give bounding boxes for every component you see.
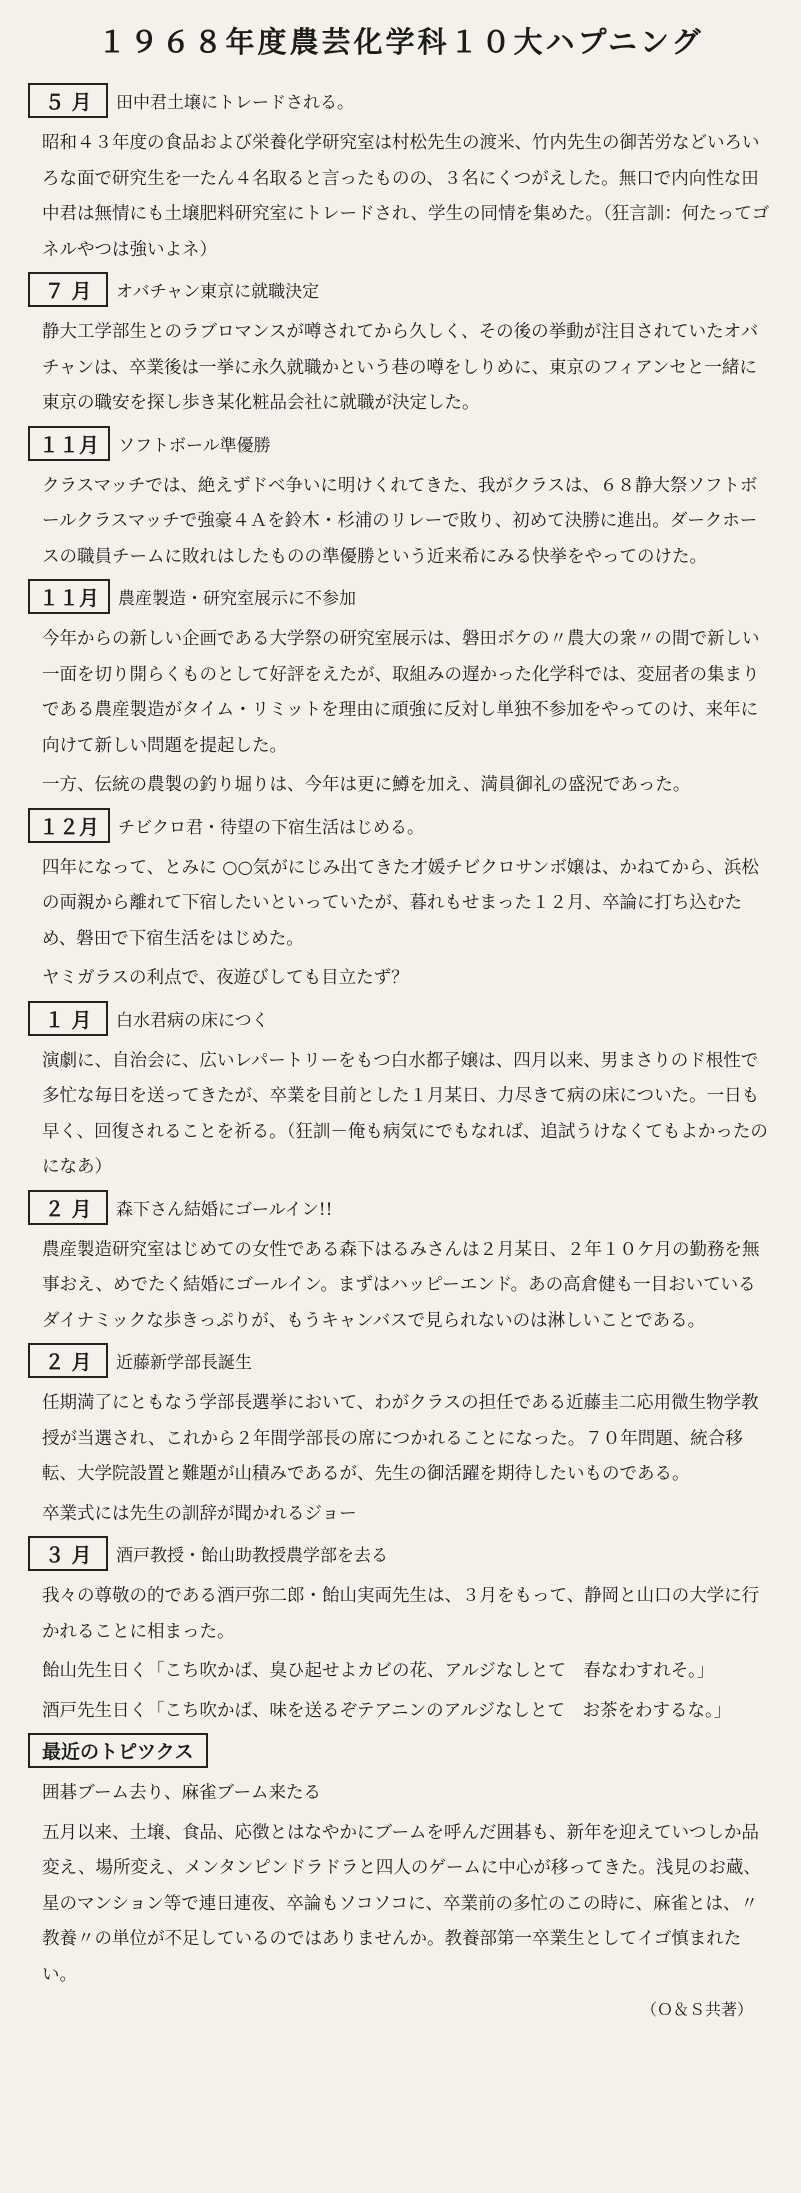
happening-section [28, 272, 773, 422]
section-header [28, 272, 773, 307]
section-paragraph: 演劇に、自治会に、広いレパートリーをもつ白水都子嬢は、四月以来、男まさりのド根性で多忙な毎日を送ってきたが、卒業を目前とした１月某日、力尽きて病の床についた。一日も早く、回復されることを祈る。（狂訓－俺も病気にでもなれば、追試うけなくてもよかったのになあ） [42, 1050, 768, 1177]
section-title: 森下さん結婚にゴールイン!! [116, 1199, 333, 1220]
section-title: 田中君土壌にトレードされる。 [116, 93, 354, 113]
month-badge: ３ 月 [28, 1536, 108, 1571]
happening-section [28, 1190, 773, 1340]
month-badge: １ 月 [28, 1001, 108, 1036]
section-paragraph: 静大工学部生とのラブロマンスが噂されてから久しく、その後の挙動が注目されていたオバチャンは、卒業後は一挙に永久就職かという巷の噂をしりめに、東京のフィアンセと一緒に東京の職安を探し歩き某化粧品会社に就職が決定した。 [42, 322, 759, 413]
section-header [28, 426, 773, 461]
section-header [28, 579, 773, 614]
section-header [28, 83, 773, 118]
section-header [28, 1343, 773, 1378]
happening-section [28, 426, 773, 576]
section-title: チビクロ君・待望の下宿生活はじめる。 [118, 817, 424, 838]
topics-header [28, 1733, 773, 1768]
happening-section [28, 808, 773, 997]
section-header [28, 1001, 773, 1036]
happening-section [28, 579, 773, 804]
happening-section [28, 83, 773, 268]
section-paragraph: クラスマッチでは、絶えずドベ争いに明けくれてきた、我がクラスは、６８静大祭ソフトボールクラスマッチで強豪４Ａを鈴木・杉浦のリレーで敗り、初めて決勝に進出。ダークホースの職員チームに敗れはしたものの準優勝という近来希にみる快挙をやってのけた。 [42, 475, 758, 567]
month-badge: ２ 月 [28, 1343, 108, 1378]
section-title: ソフトボール準優勝 [118, 435, 271, 456]
section-paragraph: 農産製造研究室はじめての女性である森下はるみさんは２月某日、２年１０ケ月の勤務を無事おえ、めでたく結婚にゴールイン。まずはハッピーエンド。あの高倉健も一目おいているダイナミックな歩きっぷりが、もうキャンバスで見られないのは淋しいことである。 [42, 1239, 760, 1331]
happening-section [28, 1536, 773, 1729]
section-paragraph: 酒戸先生日く「こち吹かば、味を送るぞテアニンのアルジなしとて お茶をわするな。」 [42, 1700, 732, 1721]
month-badge: ５ 月 [28, 83, 108, 118]
happening-section [28, 1343, 773, 1532]
section-title: オバチャン東京に就職決定 [116, 282, 320, 302]
topics-badge: 最近のトピツクス [28, 1733, 208, 1768]
section-paragraph: 昭和４３年度の食品および栄養化学研究室は村松先生の渡米、竹内先生の御苦労などいろいろな面で研究生を一たん４名取ると言ったものの、３名にくつがえした。無口で内向性な田中君は無情にも土壌肥料研究室にトレードされ、学生の同情を集めた。（狂言訓：何たってゴネルやつは強いよネ） [42, 133, 770, 260]
section-paragraph: ヤミガラスの利点で、夜遊びしても目立たず？ [42, 968, 409, 988]
month-badge: ７ 月 [28, 272, 108, 307]
section-paragraph: 我々の尊敬の的である酒戸弥二郎・飴山実両先生は、３月をもって、静岡と山口の大学に行かれることに相まった。 [42, 1586, 760, 1642]
section-paragraph: 四年になって、とみに ○○気がにじみ出てきた才媛チビクロサンボ嬢は、かねてから、浜松の両親から離れて下宿したいといっていたが、暮れもせまった１２月、卒論に打ち込むため、磐田で下宿生活をはじめた。 [42, 857, 759, 949]
section-header [28, 1190, 773, 1225]
section-paragraph: 飴山先生日く「こち吹かば、臭ひ起せよカビの花、アルジなしとて 春なわすれそ。」 [42, 1661, 715, 1681]
section-title: 酒戸教授・飴山助教授農学部を去る [116, 1546, 388, 1566]
section-paragraph: 卒業式には先生の訓辞が聞かれるジョー [42, 1503, 357, 1524]
topics-paragraph: 五月以来、土壌、食品、応徴とはなやかにブームを呼んだ囲碁も、新年を迎えていつしか品変え、場所変え、メンタンピンドラドラと四人のゲームに中心が移ってきた。浅見のお蔵、星のマンション等で連日連夜、卒論もソコソコに、卒業前の多忙のこの時に、麻雀とは、〃教養〃の単位が不足しているのではありませんか。教養部第一卒業生としてイゴ慎まれたい。 [42, 1822, 761, 1985]
happening-section [28, 1001, 773, 1186]
section-paragraph: 一方、伝統の農製の釣り堀りは、今年は更に鱒を加え、満員御礼の盛況であった。 [42, 775, 691, 795]
topics-section [28, 1733, 773, 2020]
signature: （Ｏ＆Ｓ共著） [640, 2000, 753, 2019]
section-header [28, 1536, 773, 1571]
section-header [28, 808, 773, 843]
document-title: １９６８年度農芸化学科１０大ハプニング [97, 25, 704, 59]
happening-list [28, 83, 773, 1729]
month-badge: ２ 月 [28, 1190, 108, 1225]
section-paragraph: 今年からの新しい企画である大学祭の研究室展示は、磐田ボケの〃農大の衆〃の間で新しい一面を切り開らくものとして好評をえたが、取組みの遅かった化学科では、変屈者の集まりである農産製造がタイム・リミットを理由に頑強に反対し単独不参加をやってのけ、来年に向けて新しい問題を提起した。 [42, 629, 760, 756]
section-title: 白水君病の床につく [116, 1010, 269, 1031]
section-title: 農産製造・研究室展示に不参加 [118, 589, 356, 609]
topics-lead: 囲碁ブーム去り、麻雀ブーム来たる [42, 1783, 321, 1803]
month-badge: １２月 [28, 808, 110, 843]
section-paragraph: 任期満了にともなう学部長選挙において、わがクラスの担任である近藤圭二応用微生物学教授が当選され、これから２年間学部長の席につかれることになった。７０年問題、統合移転、大学院設置と難題が山積みであるが、先生の御活躍を期待したいものである。 [42, 1393, 759, 1484]
month-badge: １１月 [28, 579, 110, 614]
section-title: 近藤新学部長誕生 [116, 1353, 252, 1373]
month-badge: １１月 [28, 426, 110, 461]
